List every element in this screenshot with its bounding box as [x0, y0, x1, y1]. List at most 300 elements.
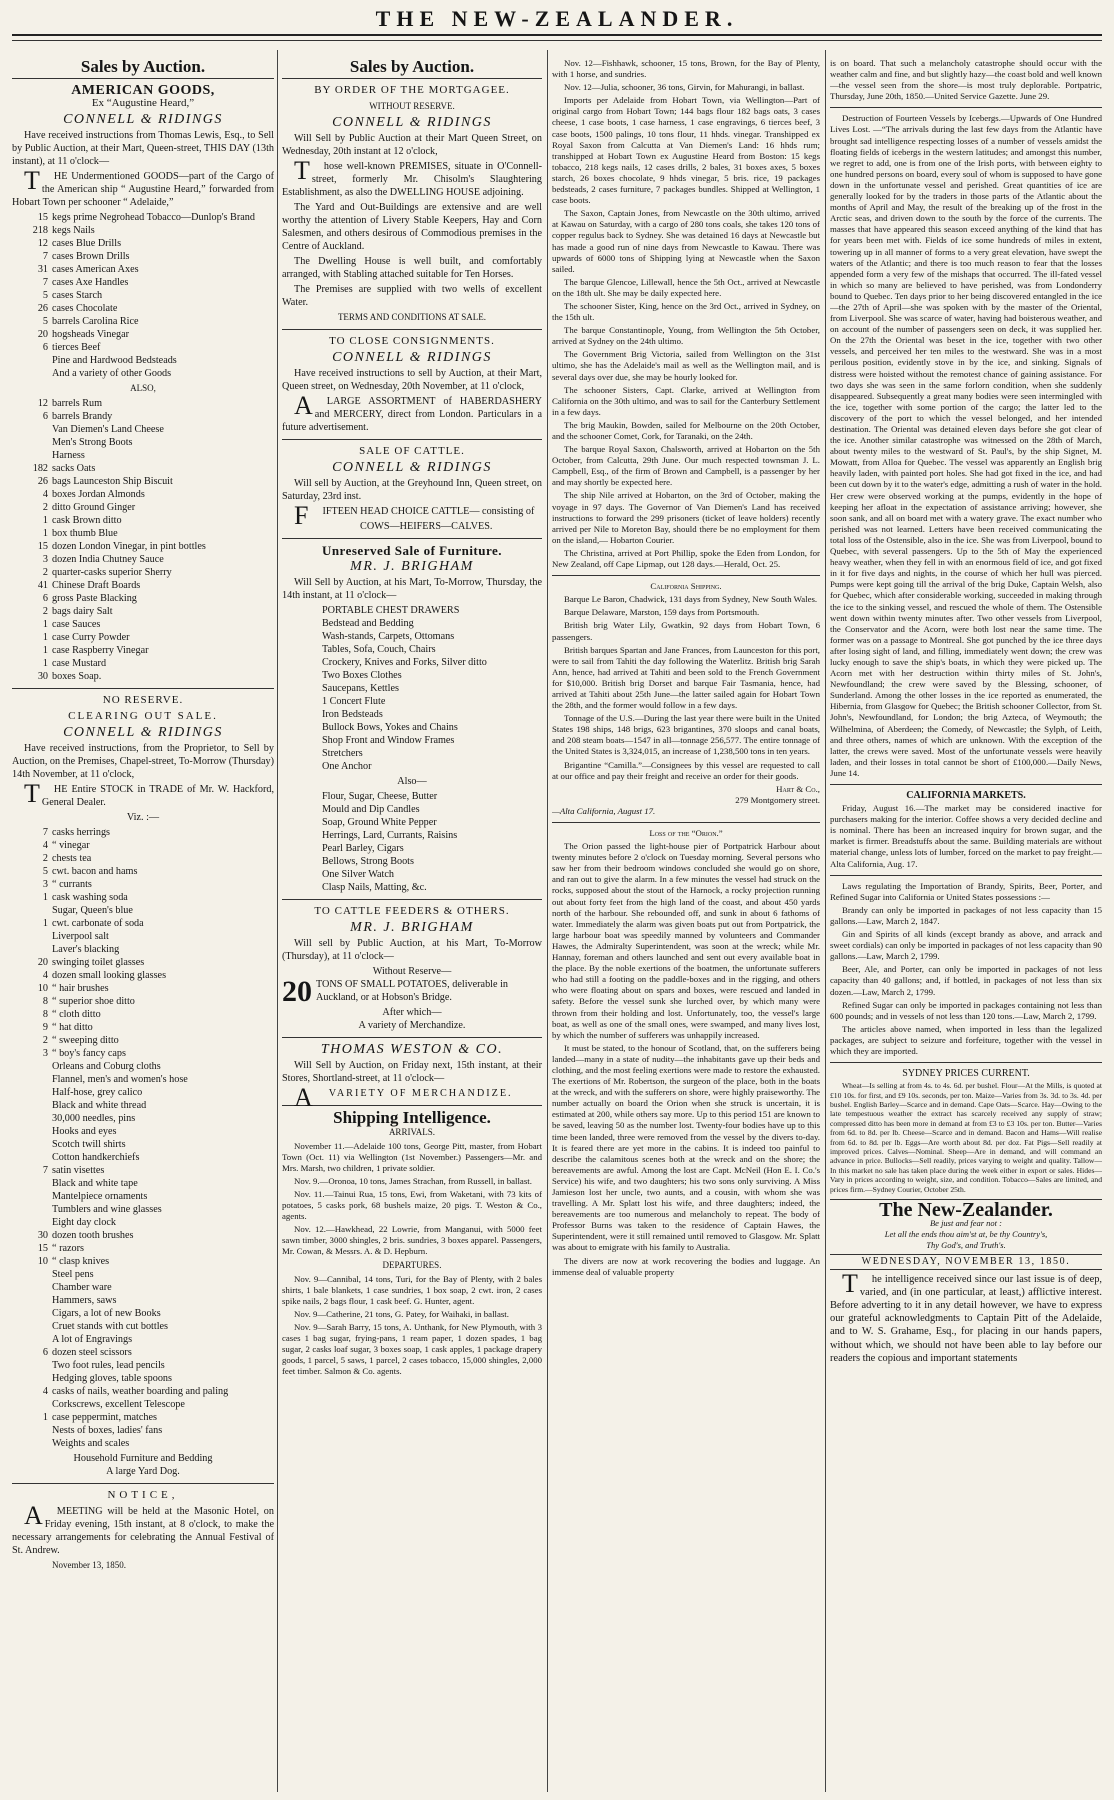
goods-quantity: 4 — [42, 840, 48, 851]
goods-quantity: 30 — [37, 1230, 48, 1241]
goods-quantity: 4 — [42, 970, 48, 981]
list-item: Nov. 9.—Oronoa, 10 tons, James Strachan, from Russell, in ballast. — [294, 1176, 532, 1186]
ad-body: THE Undermentioned GOODS—part of the Cargo of the American ship “ Augustine Heard,” forwarded from Hobart Town per schooner “ Adelaide,” — [12, 166, 274, 208]
column-divider — [547, 50, 548, 1792]
ad-title: Unreserved Sale of Furniture. — [321, 543, 503, 558]
goods-name: Chinese Draft Boards — [52, 580, 141, 591]
list-item: The barque Royal Saxon, Chalsworth, arrived at Hobarton on the 5th October, from Calcutta, 29th June. Our much respected townsman J. L. Campbell, Esq., of the firm of Brown and Campbell, is a passenger by her and may shortly be expected here. — [552, 444, 820, 488]
ad-note: NO RESERVE. — [102, 694, 184, 706]
goods-name: Sugar, Queen's blue — [52, 905, 133, 916]
auctioneer-name: MR. J. BRIGHAM — [350, 920, 474, 935]
goods-item — [12, 410, 274, 423]
goods-name: Laver's blacking — [52, 944, 120, 955]
goods-name: Corkscrews, excellent Telescope — [52, 1399, 185, 1410]
goods-item — [12, 1008, 274, 1021]
goods-name: Chamber ware — [52, 1282, 112, 1293]
goods-name: casks herrings — [52, 827, 110, 838]
goods-quantity: 6 — [42, 593, 48, 604]
notice-date: November 13, 1850. — [52, 1560, 126, 1570]
motto-line: Let all the ends thou aim'st at, be thy Country's, — [884, 1229, 1048, 1240]
ad-note: After which— — [382, 1007, 442, 1018]
goods-name: cases Brown Drills — [52, 251, 130, 262]
divider — [282, 439, 542, 440]
divider — [282, 538, 542, 539]
ad-intro: Will Sell by Public Auction at their Mart Queen Street, on Wednesday, 20th instant at 12 o'clock, — [282, 133, 542, 157]
goods-item — [12, 1294, 274, 1307]
goods-quantity: 182 — [32, 463, 48, 474]
goods-item — [12, 1086, 274, 1099]
goods-name: barrels Brandy — [52, 411, 113, 422]
goods-quantity: 10 — [37, 983, 48, 994]
arrivals-list — [282, 1141, 542, 1257]
ad-terms: TERMS AND CONDITIONS AT SALE. — [337, 312, 487, 322]
list-item: The Orion passed the light-house pier of Portpatrick Harbour about twenty minutes before 2 o'clock on Tuesday morning. Several persons who saw her from their bedroom windows concluded she would go on shore, and ran out to give the alarm. In a few minutes the vessel had struck on the rocks, supposed about the stout of the Harnock, a rocky projection running out about forty feet from the high land of the coast, and about 450 yards north of the harbour. She rebounded off, and sunk in about 6 fathoms of water. Immediately the alarm was given boats put out from Portpatrick, the large harbour boat was speedily manned by volunteers and Commander Hawes, the Admiralty Superintendent, was soon at the wreck; while Mr. Hannay, foreman and others launched and sent out every available boat in the place. By the noble exertions of the boatmen, the unfortunate sufferers who had still a footing on the paddle-boxes and in the rigging, and others who were floating about on spars and boxes, were rescued and landed in safety. Before the vessel sunk she lurched over, by which many were thrown from their holding and lost. Unfortunately, too, the vessel's large boat, as well as one of the small ones, were swamped, and many lives lost, by which the number of sufferers was unhappily increased. — [552, 841, 820, 1040]
signature: Hart & Co., — [776, 783, 820, 794]
ad-body: The Dwelling House is well built, and comfortably arranged, with Stabling attached suitable for Ten Horses. — [282, 256, 542, 280]
goods-item — [12, 1216, 274, 1229]
ad-body: FIFTEEN HEAD CHOICE CATTLE— consisting of — [294, 501, 535, 530]
ad-tail: A large Yard Dog. — [106, 1466, 180, 1477]
list-item: Mould and Dip Candles — [322, 804, 420, 815]
divider — [830, 1062, 1102, 1063]
ad-body: COWS—HEIFERS—CALVES. — [360, 521, 493, 532]
goods-item — [12, 475, 274, 488]
ad-note: Without Reserve— — [372, 966, 452, 977]
goods-name: barrels Carolina Rice — [52, 316, 139, 327]
ad-title: AMERICAN GOODS, — [71, 83, 215, 98]
shipping-news — [552, 95, 820, 570]
goods-name: A lot of Engravings — [52, 1334, 133, 1345]
ad-body: THE Entire STOCK in TRADE of Mr. W. Hackford, General Dealer. — [24, 779, 274, 808]
goods-name: tierces Beef — [52, 342, 101, 353]
goods-quantity: 10 — [37, 1256, 48, 1267]
viz-label: Viz. :— — [126, 812, 160, 823]
goods-item — [12, 449, 274, 462]
goods-quantity: 1 — [42, 1412, 48, 1423]
goods-list — [12, 211, 274, 380]
list-item: The ship Nile arrived at Hobarton, on the 3rd of October, making the voyage in 97 days. The Governor of Van Diemen's Land has received instructions to forward the 299 prisoners (ticket of leave holders) recently arrived per Nile to Moreton Bay, should there be no employment for them on the island,— Hobarton Courier. — [552, 490, 820, 545]
market-article: Friday, August 16.—The market may be considered inactive for purchasers making for the interior. Coffee shows a very decided decline and is nominal. There has been an increased inquiry for brown sugar, and the market is firmer. Breadstuffs about the same. Building materials are without material change, unless lots of lumber, forced on the market to pay freight.—Alta California, Aug. 17. — [830, 803, 1102, 869]
goods-quantity: 1 — [42, 918, 48, 929]
list-item: PORTABLE CHEST DRAWERS — [322, 605, 460, 616]
goods-name: Men's Strong Boots — [52, 437, 133, 448]
list-item: Saucepans, Kettles — [322, 683, 399, 694]
departures-list — [282, 1274, 542, 1377]
goods-quantity: 7 — [42, 277, 48, 288]
goods-item — [12, 1437, 274, 1450]
goods-name: cases Chocolate — [52, 303, 118, 314]
goods-item — [12, 397, 274, 410]
ad-body: TONS OF SMALL POTATOES, deliverable in Auckland, or at Hobson's Bridge. — [316, 979, 508, 1003]
goods-item — [12, 1112, 274, 1125]
goods-item — [12, 224, 274, 237]
list-item: Nov. 12—Fishhawk, schooner, 15 tons, Brown, for the Bay of Plenty, with 1 horse, and sundries. — [552, 58, 820, 80]
goods-item — [12, 904, 274, 917]
divider — [12, 1483, 274, 1484]
iceberg-article: Destruction of Fourteen Vessels by Icebergs.—Upwards of One Hundred Lives Lost. —“The arrivals during the last few days from the Atlantic have brought sad intelligence respecting losses of a number of vessels amidst the floating fields of icebergs in the western latitudes; and amongst this number, we regret to add, one is from one of the Irish ports, with between eighty to one hundred persons on board, every soul of whom is supposed to have gone down in the unfortunate vessel and perished. Great quantities of ice are generally looked for by the traders in those parts of the Atlantic about the months of April and May, the result of the breaking up of the frost in the Arctic seas, and driven down to the south by the force of the currents. The masses that have appeared this season exceed anything of the kind that has for years been met with. Fields of ice some hundreds of miles in extent, towering up in all manner of forms to a very great elevation, have swept the waters of the Atlantic; and there is too much reason to fear that the losses appended form a very few of the mishaps that occurred. The ill-fated vessel in which so many are believed to have perished, was from Londonderry bound to Quebec. Ten days prior to her being discovered entangled in the ice—the 27th of April—she was spoken with by the master of the Oriental, from Liverpool. She was scarce of water, having had boisterous weather, and on account of the number of passengers seen on deck, it was supplied her. On the 27th the Oriental was beset in the ice, together with two other vessels, and perceived her ten miles to the westward. She was in a most perilous position, evidently stove in by the ice, and sinking. Signals of distress were hoisted without the remotest chance of gaining assistance. For two days she was seen in the same forlorn condition, when she suddenly disappeared. Subsequently a great many bodies were seen intermingled with the ice, together with some portion of the cargo; the latter led to the discovery of the port to which the vessel belonged, and her intended destination. The Oriental was detained eleven days before she got clear of the ice. Another similar catastrophe was witnessed on the 28th of March, about twenty miles to the westward of St. Paul's, by the ship Signet, M. Mowatt, from Alloa for Quebec. The vessel was apparently an English brig heavily laden, with painted port holes. She had got fixed in the ice, and had been cut down by it to the water's edge, admitting a rush of water in the hold. Her crew were observed working at the pumps, evidently in the hope of keeping her afloat in the expectation of assistance arriving; however, she soon sank, and all on board met with a watery grave. The exact number who perished was not learned. Letters have been received communicating the total loss of the Ostensible, also in the ice. She was from Liverpool, bound to Quebec, with several passengers. Up to the 5th of May the experienced heavy weather, when they fell in with an enormous field of ice, and got fixed in it for five days and nights, in the course of which her hull was pierced. Pumps were kept going till the arrival of the brig Duke, Captain Welsh, also for Quebec, which after considerable working, succeeded in making through the ice to the sinking vessel, and rescued the whole of them. The Ostensible went down within twenty minutes after. Two other vessels from Liverpool, the Conservator and the Acorn, were both lost near the same time. The former was on a passage to Montreal. She got punched by the ice three days after losing sight of land, and filling, immediately went down; the crew was lucky enough to save the ship's boats, in which they were picked up. The Acorn met with her destruction within thirty miles of St. John's, Newfoundland; the crew were saved by the Blessing, schooner, of Sunderland. Among the other losses in the ice reported as enumerated, the Hibernia, from Glasgow for Quebec; the British schooner Collector, from St. John's, Newfoundland, for London; the brig Azteca, of Weymouth; the Wilhelmina, of Aberdeen; the Comedy, of Newcastle; the Sylph, of Leith, and three others, names of which are unknown. With the exception of the latter, the crews were saved. Most of the unfortunate vessels were heavily laden, and their losses in total cannot be short of £100,000.—Daily News, June 14. — [830, 113, 1102, 778]
subheading: California Shipping. — [650, 581, 722, 592]
subheading: DEPARTURES. — [382, 1260, 442, 1270]
signature-address: 279 Montgomery street. — [735, 794, 820, 805]
masthead: THE NEW-ZEALANDER. — [375, 6, 739, 31]
goods-item — [12, 211, 274, 224]
section-heading: Sales by Auction. — [349, 57, 475, 76]
goods-name: “ vinegar — [52, 840, 90, 851]
goods-item — [12, 1359, 274, 1372]
ad-body: Those well-known PREMISES, situate in O'Connell-street, formerly Mr. Chisolm's Slaughtering Establishment, as also the DWELLING HOUSE adjoining. — [282, 156, 542, 198]
list-item: Two Boxes Clothes — [322, 670, 402, 681]
source-credit: —Alta California, August 17. — [552, 805, 656, 816]
goods-item — [12, 1242, 274, 1255]
column-divider — [277, 50, 278, 1792]
list-item: Bullock Bows, Yokes and Chains — [322, 722, 458, 733]
goods-name: Nests of boxes, ladies' fans — [52, 1425, 163, 1436]
goods-name: bags dairy Salt — [52, 606, 113, 617]
goods-item — [12, 1073, 274, 1086]
goods-list — [282, 790, 542, 894]
list-item: One Anchor — [322, 761, 372, 772]
ad-subtitle: Ex “Augustine Heard,” — [91, 97, 195, 109]
list-item: Gin and Spirits of all kinds (except brandy as above, and arrack and sweet cordials) can only be imported in packages of not less capacity than 90 gallons.—Law, March 2, 1799. — [830, 929, 1102, 962]
goods-item — [12, 1060, 274, 1073]
column-2 — [282, 56, 542, 1792]
goods-name: kegs Nails — [52, 225, 95, 236]
goods-item — [12, 1281, 274, 1294]
list-item: Nov. 9—Cannibal, 14 tons, Turi, for the Bay of Plenty, with 2 bales shirts, 1 bale blankets, 1 case sundries, 1 box soap, 2 cwt. iron, 2 cases spike nails, 2 bags flour, 1 cask beef. G. Hunter, agent. — [282, 1274, 542, 1306]
list-item: British barques Spartan and Jane Frances, from Launceston for this port, were to sail from Tahiti the day following the Waterlitz. British brig Sarah Ann, hence, had arrived at Tahiti and been sold to the French Government for $10,000. British brig Dorset and barque Fair Tasmania, hence, had arrived at Tahiti about 25th June—the latter sailed again for Hobart Town the 28th, and the former would follow in a few days. — [552, 644, 820, 711]
goods-quantity: 1 — [42, 892, 48, 903]
also-label: ALSO, — [130, 383, 156, 393]
list-item: Nov. 9—Sarah Barry, 15 tons, A. Unthank, for New Plymouth, with 3 cases 1 bag sugar, frying-pans, 1 ream paper, 1 dozen spades, 1 bag sugar, 2 casks loaf sugar, 3 boxes soap, 1 cask apples, 1 package drapery goods, 1 parcel, 5 saws, 1 parcel, 2 cases tobacco, 15,000 shingles, 2,000 feet timber. Salmon & Co. agents. — [282, 1322, 542, 1376]
goods-item — [12, 657, 274, 670]
list-item: Soap, Ground White Pepper — [322, 817, 437, 828]
column-divider — [825, 50, 826, 1792]
list-item: British brig Water Lily, Gwatkin, 92 days from Hobart Town, 6 passengers. — [552, 620, 820, 642]
goods-item — [12, 1411, 274, 1424]
article-continued: is on board. That such a melancholy catastrophe should occur with the weather calm and fine, and but slightly hazy—the coast bold and well known—the vessel seen from the shore—is most truly deplorable. Portpatric, Thursday, June 20th, 1850.—United Service Gazette. June 29. — [830, 58, 1102, 102]
goods-quantity: 30 — [37, 671, 48, 682]
goods-item — [12, 1177, 274, 1190]
list-item: Shop Front and Window Frames — [322, 735, 455, 746]
list-item: Brandy can only be imported in packages of not less capacity than 15 gallons.—Law, March 2, 1847. — [830, 904, 1102, 926]
editorial-text: The intelligence received since our last issue is of deep, varied, and (in one particular, at least,) afflictive interest. Before adverting to it in any detail however, we have to express our grateful acknowledgments to Captain Pitt of the Adelaide, and to W. S. Grahame, Esq., for placing in our hands papers, without which, we should not have been able to lay before our readers the copious and important statements — [830, 1268, 1102, 1364]
laws-intro: Laws regulating the Importation of Brandy, Spirits, Beer, Porter, and Refined Sugar into California or United States possessions :— — [830, 880, 1102, 902]
goods-list — [282, 604, 542, 773]
list-item: Flour, Sugar, Cheese, Butter — [322, 791, 438, 802]
goods-quantity: 6 — [42, 411, 48, 422]
goods-item — [12, 1372, 274, 1385]
auctioneer-name: CONNELL & RIDINGS — [63, 725, 223, 740]
list-item: Nov. 12.—Hawkhead, 22 Lowrie, from Manganui, with 5000 feet sawn timber, 3000 shingles, 2 bris. sundries, 3 boxes apparel. Passengers, Mr. Cowan, & Messrs. A. & D. Hepburn. — [282, 1224, 542, 1256]
goods-item — [12, 592, 274, 605]
goods-name: casks of nails, weather boarding and paling — [52, 1386, 229, 1397]
goods-item — [12, 540, 274, 553]
list-item: The barque Glencoe, Lillewall, hence the 5th Oct., arrived at Newcastle on the 18th ult. She may be daily expected here. — [552, 276, 820, 298]
goods-name: case Curry Powder — [52, 632, 130, 643]
goods-item — [12, 826, 274, 839]
prices-article: Wheat—Is selling at from 4s. to 4s. 6d. per bushel. Flour—At the Mills, is quoted at £10 10s. for first, and £9 10s. seconds, per ton. Maize—Varies from 3s. 3d. to 3s. 4d. per bushel. English Barley—Scarce and in demand. Cape Oats—Scarce. Hay—Owing to the late tempestuous weather the extract has scarcely received any supply of straw; compressed ditto has been more in demand at from £3 to £3 10s. per ton. Butter—Varies from 6d. to 8d. per lb. Cheese—Scarce and in demand. Bacon and Hams—Will realise from 6d. to 8d. per lb. Eggs—Are worth about 8d. per doz. Fat Pigs—Sell readily at improved prices. Calves—Nominal. Sheep—Are in demand, and will command an advance in price. Bullocks—Sell readily, prices varying to weight and quality. Tallow—In this market no sale has taken place during the week either in export or sales. Hides—Vary in prices according to weight, size, and condition. Tobacco—Sales are limited, and prices firm.—Sydney Courier, October 25th. — [830, 1081, 1102, 1194]
goods-item — [12, 462, 274, 475]
divider — [830, 875, 1102, 876]
goods-name: swinging toilet glasses — [52, 957, 145, 968]
list-item: The Government Brig Victoria, sailed from Wellington on the 31st ultimo, she has the Adelaide's mail as well as the Wellington mail, and is several days over due, she may be hourly looked for. — [552, 349, 820, 382]
divider — [552, 822, 820, 823]
goods-name: Two foot rules, lead pencils — [52, 1360, 165, 1371]
list-item: Stretchers — [322, 748, 363, 759]
dateline: WEDNESDAY, NOVEMBER 13, 1850. — [830, 1254, 1102, 1269]
goods-name: dozen London Vinegar, in pint bottles — [52, 541, 206, 552]
goods-item — [12, 618, 274, 631]
goods-item — [12, 995, 274, 1008]
goods-name: box thumb Blue — [52, 528, 118, 539]
divider — [282, 899, 542, 900]
ad-quantity: 20 — [282, 975, 312, 1008]
list-item: Nov. 9—Catherine, 21 tons, G. Patey, for Waihaki, in ballast. — [294, 1309, 509, 1319]
goods-name: “ sweeping ditto — [52, 1035, 119, 1046]
ad-intro: Will Sell by Auction, at his Mart, To-Morrow, Thursday, the 14th instant, at 11 o'clock— — [282, 577, 542, 601]
goods-name: quarter-casks superior Sherry — [52, 567, 172, 578]
list-item: Wash-stands, Carpets, Ottomans — [322, 631, 455, 642]
goods-item — [12, 263, 274, 276]
goods-name: dozen steel scissors — [52, 1347, 132, 1358]
goods-item — [12, 566, 274, 579]
goods-item — [12, 1034, 274, 1047]
auctioneer-name: MR. J. BRIGHAM — [350, 559, 474, 574]
divider — [282, 329, 542, 330]
list-item: Tables, Sofa, Couch, Chairs — [322, 644, 436, 655]
goods-name: Black and white tape — [52, 1178, 138, 1189]
ad-intro: Will Sell by Auction, on Friday next, 15th instant, at their Stores, Shortland-street, at 11 o'clock— — [282, 1060, 542, 1084]
goods-quantity: 15 — [37, 212, 48, 223]
goods-name: Van Diemen's Land Cheese — [52, 424, 164, 435]
goods-name: “ currants — [52, 879, 92, 890]
goods-name: Weights and scales — [52, 1438, 130, 1449]
goods-name: dozen small looking glasses — [52, 970, 167, 981]
goods-quantity: 7 — [42, 1165, 48, 1176]
goods-name: cases American Axes — [52, 264, 139, 275]
motto-line: Be just and fear not : — [929, 1218, 1002, 1229]
divider — [830, 784, 1102, 785]
goods-list — [12, 397, 274, 683]
goods-quantity: 15 — [37, 1243, 48, 1254]
goods-quantity: 2 — [42, 1035, 48, 1046]
goods-quantity: 26 — [37, 303, 48, 314]
goods-quantity: 12 — [37, 238, 48, 249]
goods-quantity: 3 — [42, 554, 48, 565]
goods-quantity: 2 — [42, 853, 48, 864]
goods-name: bags Launceston Ship Biscuit — [52, 476, 173, 487]
goods-name: 30,000 needles, pins — [52, 1113, 136, 1124]
goods-name: cask Brown ditto — [52, 515, 122, 526]
goods-item — [12, 341, 274, 354]
goods-name: “ hat ditto — [52, 1022, 93, 1033]
list-item: Beer, Ale, and Porter, can only be imported in packages of not less capacity than 40 gallons; and, if bottled, in packages of not less than six dozen.—Law, March 2, 1799. — [830, 964, 1102, 997]
goods-quantity: 1 — [42, 632, 48, 643]
goods-item — [12, 1021, 274, 1034]
goods-quantity: 7 — [42, 827, 48, 838]
ad-intro: Will sell by Auction, at the Greyhound Inn, Queen street, on Saturday, 23rd inst. — [282, 478, 542, 502]
column-4 — [830, 56, 1102, 1792]
ad-body: The Premises are supplied with two wells of excellent Water. — [282, 284, 542, 308]
list-item: Bedstead and Bedding — [322, 618, 414, 629]
goods-name: kegs prime Negrohead Tobacco—Dunlop's Brand — [52, 212, 255, 223]
orion-article — [552, 841, 820, 1278]
auctioneer-name: THOMAS WESTON & CO. — [320, 1042, 504, 1057]
goods-quantity: 20 — [37, 329, 48, 340]
goods-name: boxes Jordan Almonds — [52, 489, 145, 500]
list-item: Refined Sugar can only be imported in packages containing not less than 600 pounds; and in vessels of not less than 120 tons.—Law, March 2, 1799. — [830, 999, 1102, 1021]
goods-name: gross Paste Blacking — [52, 593, 137, 604]
departures-continued — [552, 58, 820, 93]
goods-item — [12, 969, 274, 982]
ad-intro: Will sell by Public Auction, at his Mart, To-Morrow (Thursday), at 11 o'clock— — [282, 938, 542, 962]
subheading: Loss of the “Orion.” — [649, 828, 723, 838]
goods-quantity: 5 — [42, 290, 48, 301]
goods-name: case peppermint, matches — [52, 1412, 157, 1423]
goods-name: case Raspberry Vinegar — [52, 645, 149, 656]
goods-name: Cruet stands with cut bottles — [52, 1321, 169, 1332]
list-item: The schooner Sisters, Capt. Clarke, arrived at Wellington from California on the 30th ultimo, and was to sail for the Canterbury Settlement in a few days. — [552, 384, 820, 417]
goods-quantity: 3 — [42, 1048, 48, 1059]
goods-quantity: 1 — [42, 645, 48, 656]
goods-item — [12, 237, 274, 250]
list-item: November 11.—Adelaide 100 tons, George Pitt, master, from Hobart Town (Oct. 11) via Wellington (1st November.) Passengers—Mr. and Mrs. Marsh, two children, 1 private soldier. — [282, 1141, 542, 1173]
goods-name: Hedging gloves, table spoons — [52, 1373, 172, 1384]
goods-item — [12, 1125, 274, 1138]
goods-name: Tumblers and wine glasses — [52, 1204, 162, 1215]
goods-name: “ razors — [52, 1243, 84, 1254]
notice-body: AMEETING will be held at the Masonic Hotel, on Friday evening, 15th instant, at 8 o'clock, to make the necessary arrangements for celebrating the Annual Festival of St. Andrew. — [12, 1501, 274, 1556]
list-item: Barque Delaware, Marston, 159 days from Portsmouth. — [564, 607, 760, 618]
goods-item — [12, 501, 274, 514]
divider — [12, 78, 274, 79]
goods-item — [12, 1307, 274, 1320]
goods-item — [12, 423, 274, 436]
goods-quantity: 1 — [42, 528, 48, 539]
auctioneer-name: CONNELL & RIDINGS — [332, 350, 492, 365]
laws-list — [830, 905, 1102, 1057]
list-item: Crockery, Knives and Forks, Silver ditto — [322, 657, 487, 668]
goods-item — [12, 1385, 274, 1398]
goods-item — [12, 891, 274, 904]
divider — [282, 1037, 542, 1038]
goods-quantity: 2 — [42, 502, 48, 513]
goods-item — [12, 527, 274, 540]
list-item: Clasp Nails, Matting, &c. — [322, 882, 427, 893]
goods-quantity: 2 — [42, 567, 48, 578]
goods-item — [12, 289, 274, 302]
goods-name: “ superior shoe ditto — [52, 996, 135, 1007]
goods-name: Steel pens — [52, 1269, 94, 1280]
goods-item — [12, 328, 274, 341]
goods-item — [12, 644, 274, 657]
goods-quantity: 20 — [37, 957, 48, 968]
goods-name: Half-hose, grey calico — [52, 1087, 143, 1098]
goods-quantity: 6 — [42, 1347, 48, 1358]
list-item: Brigantine “Camilla.”—Consignees by this vessel are requested to call at our office and pay their freight and receive an order for their goods. — [552, 759, 820, 781]
editorial-masthead: The New-Zealander. — [879, 1199, 1053, 1222]
goods-item — [12, 1268, 274, 1281]
california-shipping — [552, 594, 820, 782]
masthead-rule-thin — [12, 40, 1102, 41]
list-item: Barque Le Baron, Chadwick, 131 days from Sydney, New South Wales. — [564, 594, 818, 605]
goods-item — [12, 917, 274, 930]
goods-name: Cotton handkerchiefs — [52, 1152, 140, 1163]
goods-item — [12, 553, 274, 566]
goods-item — [12, 1424, 274, 1437]
goods-name: “ hair brushes — [52, 983, 109, 994]
goods-item — [12, 488, 274, 501]
goods-name: Eight day clock — [52, 1217, 116, 1228]
goods-item — [12, 982, 274, 995]
goods-item — [12, 670, 274, 683]
goods-name: Mantelpiece ornaments — [52, 1191, 148, 1202]
goods-quantity: 3 — [42, 879, 48, 890]
goods-quantity: 12 — [37, 398, 48, 409]
ad-title: TO CATTLE FEEDERS & OTHERS. — [314, 905, 510, 917]
goods-name: Hooks and eyes — [52, 1126, 117, 1137]
ad-body: The Yard and Out-Buildings are extensive and are well worthy the attention of Livery Stable Keepers, Hay and Corn Salesmen, and others desirous of Commodious premises in the Centre of Auckland. — [282, 202, 542, 252]
goods-quantity: 15 — [37, 541, 48, 552]
goods-name: ditto Ground Ginger — [52, 502, 136, 513]
goods-quantity: 5 — [42, 316, 48, 327]
list-item: It must be stated, to the honour of Scotland, that, on the sufferers being landed—many in a state of nudity—the inhabitants gave up their beds and clothing, and the most feeling exertions were made to restore the exhausted. The exertions of Mr. Robertson, the surgeon of the place, both in the boats at the wreck, and with the sufferers on shore, were highly praiseworthy. The number actually on board the Orion when she struck is uncertain, it is estimated at 200, while others say more. Up to this period 151 are known to be saved, leaving 50 as the number lost. Twenty-four bodies have up to this time been landed, three were removed from the vessel by the divers to-day. It is feared there are yet more in the cabins. It is indeed too painful to describe the calamitous scenes both at the wreck and on the shore; the bereavements are awful. Among the lost are Capt. McNeil (Hon E. I. Co.'s Service) his wife, and two daughters; his two sons only surviving. A Miss Jamieson lost her uncle, two aunts, and a cousin, with whom she was travelling. A Mr. Splatt lost his wife, and three daughters; indeed, the bereavements are too numerous and melancholy to repeat. The body of Professor Burns was taken to the residence of Captain Hawes, the Superintendent, were it still remained until removed to Glasgow. Mr. Splatt was about to emigrate with his family to Australia. — [552, 1042, 820, 1253]
subheading: SYDNEY PRICES CURRENT. — [902, 1068, 1030, 1080]
goods-name: case Mustard — [52, 658, 107, 669]
goods-name: And a variety of other Goods — [52, 368, 172, 379]
ad-title: SALE OF CATTLE. — [359, 445, 465, 457]
ad-body: AVARIETY OF MERCHANDIZE. — [294, 1083, 513, 1112]
goods-quantity: 6 — [42, 342, 48, 353]
goods-item — [12, 514, 274, 527]
divider — [282, 1105, 542, 1106]
column-3 — [552, 56, 820, 1792]
goods-name: cases Axe Handles — [52, 277, 129, 288]
goods-quantity: 31 — [37, 264, 48, 275]
goods-item — [12, 930, 274, 943]
goods-name: cases Blue Drills — [52, 238, 122, 249]
list-item: Iron Bedsteads — [322, 709, 383, 720]
goods-item — [12, 1346, 274, 1359]
goods-item — [12, 943, 274, 956]
goods-name: case Sauces — [52, 619, 101, 630]
list-item: Tonnage of the U.S.—During the last year there were built in the United States 198 ships, 148 brigs, 623 brigantines, 370 sloops and canal boats, and 208 steam boats—1547 in all—tonnage 256,577. The entire tonnage of the United States is 3,324,015, an increase of 1,238,500 tons in ten years. — [552, 713, 820, 757]
list-item: 1 Concert Flute — [322, 696, 386, 707]
goods-item — [12, 1229, 274, 1242]
goods-item — [12, 631, 274, 644]
goods-item — [12, 436, 274, 449]
auctioneer-name: CONNELL & RIDINGS — [332, 460, 492, 475]
goods-name: boxes Soap. — [52, 671, 102, 682]
list-item: The Saxon, Captain Jones, from Newcastle on the 30th ultimo, arrived at Kawau on Saturday, with a cargo of 280 tons coals, she takes 120 tons of copper regulus back to Sydney. She was detained 16 days at Newcastle but has made a good run of nine days from Newcastle to Kawau. There was upwards of 6000 tons of Shipping lying at Newcastle when the Saxon sailed. — [552, 208, 820, 274]
ad-body: ALARGE ASSORTMENT of HABERDASHERY and MERCERY, direct from London. Particulars in a future advertisement. — [282, 391, 542, 433]
auctioneer-name: CONNELL & RIDINGS — [63, 112, 223, 127]
goods-quantity: 1 — [42, 515, 48, 526]
goods-name: Liverpool salt — [52, 931, 109, 942]
goods-name: cask washing soda — [52, 892, 128, 903]
goods-name: Scotch twill shirts — [52, 1139, 126, 1150]
goods-item — [12, 865, 274, 878]
goods-name: cases Starch — [52, 290, 103, 301]
goods-quantity: 26 — [37, 476, 48, 487]
goods-quantity: 1 — [42, 658, 48, 669]
goods-name: chests tea — [52, 853, 92, 864]
goods-name: sacks Oats — [52, 463, 96, 474]
goods-item — [12, 302, 274, 315]
goods-item — [12, 354, 274, 367]
ad-intro: Have received instructions to sell by Auction, at their Mart, Queen street, on Wednesday, 20th November, at 11 o'clock, — [282, 368, 542, 392]
ad-title: CLEARING OUT SALE. — [68, 710, 218, 722]
